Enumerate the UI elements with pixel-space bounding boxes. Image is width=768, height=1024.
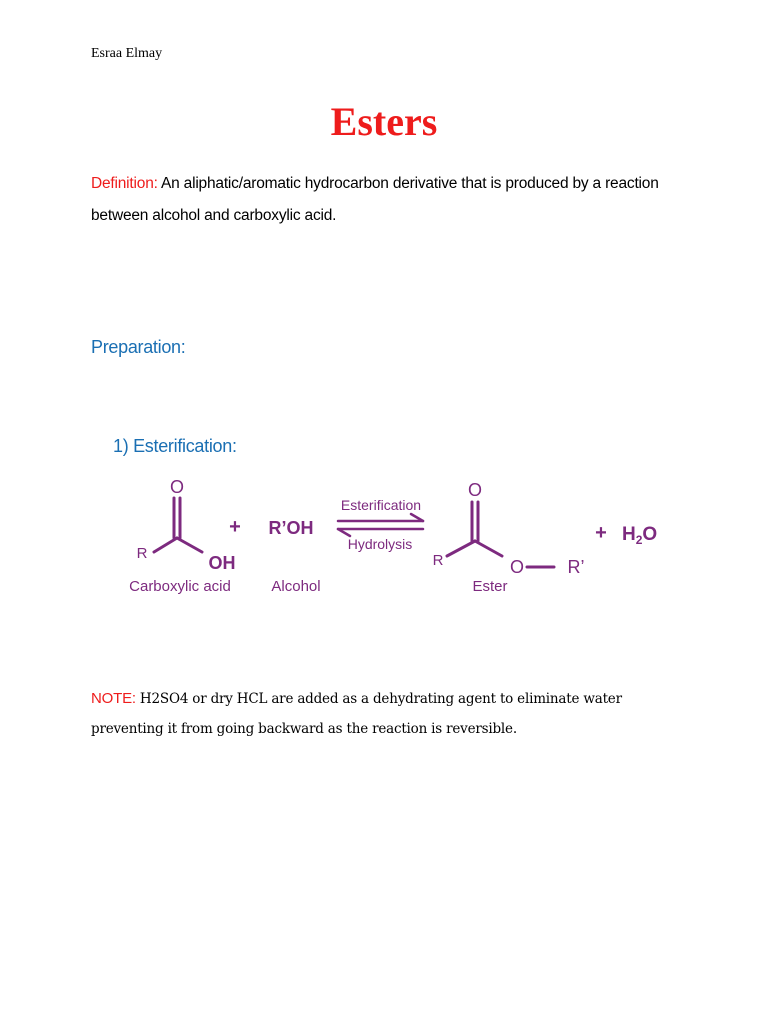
water-h: H (622, 524, 636, 545)
page-title: Esters (330, 99, 438, 144)
ester-structure (447, 502, 554, 567)
water-o: O (642, 524, 658, 545)
carboxylic-acid-structure (154, 498, 202, 552)
equilibrium-arrows-icon (338, 514, 423, 536)
note-paragraph (91, 684, 691, 744)
note-label: NOTE: (91, 690, 136, 707)
ester-carbonyl-oxygen: O (467, 480, 483, 500)
esterification-heading: 1) Esterification: (113, 436, 237, 456)
ester-label: Ester (472, 578, 508, 595)
acid-hydroxyl: OH (208, 553, 236, 573)
hydrolysis-arrow-label: Hydrolysis (347, 536, 413, 552)
ester-r-prime: R’ (567, 557, 585, 577)
water-subscript: 2 (635, 533, 643, 547)
alcohol-formula: R’OH (268, 518, 314, 538)
ester-r-group: R (432, 552, 444, 569)
note-text: H2SO4 or dry HCL are added as a dehydrating agent to eliminate water preventing it from going backward as the reaction is reversible. (91, 691, 622, 737)
acid-carbonyl-oxygen: O (169, 477, 185, 497)
carboxylic-acid-label: Carboxylic acid (129, 578, 231, 595)
plus-sign-products: + (595, 522, 607, 544)
definition-label: Definition: (91, 175, 158, 192)
preparation-heading: Preparation: (91, 337, 186, 357)
ester-bridging-oxygen: O (509, 557, 525, 577)
plus-sign-reactants: + (229, 516, 241, 538)
author-name: Esraa Elmay (91, 46, 163, 61)
esterification-arrow-label: Esterification (340, 497, 422, 513)
alcohol-label: Alcohol (271, 578, 321, 595)
definition-text: An aliphatic/aromatic hydrocarbon derivative that is produced by a reaction between alcohol and carboxylic acid. (91, 175, 659, 224)
definition-paragraph (91, 168, 691, 232)
esterification-reaction-diagram (110, 472, 670, 612)
water-formula (622, 524, 657, 547)
acid-r-group: R (136, 545, 148, 562)
